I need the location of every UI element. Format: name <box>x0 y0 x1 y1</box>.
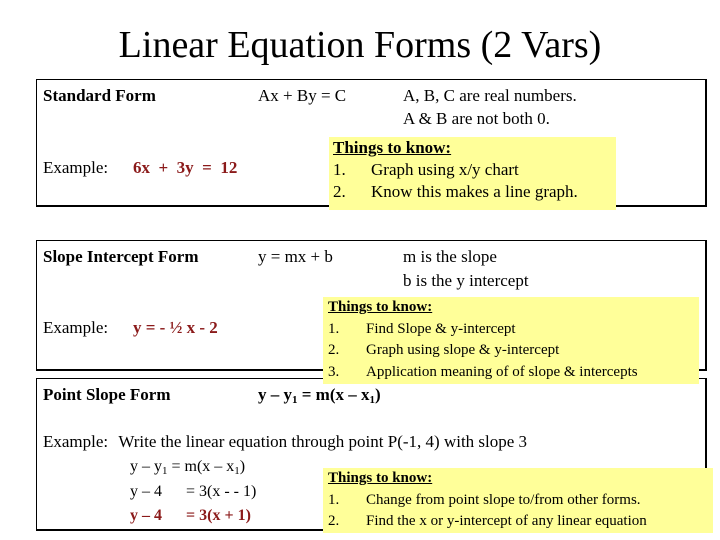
standard-form-equation: Ax + By = C <box>258 86 347 105</box>
slope-intercept-example-label: Example: <box>43 318 109 337</box>
point-slope-example-label: Example: <box>43 432 109 451</box>
list-item: 3. Application meaning of of slope & intercepts <box>328 363 638 380</box>
list-item: 2. Graph using slope & y-intercept <box>328 342 560 358</box>
standard-form-desc-1: A, B, C are real numbers. <box>403 86 577 105</box>
slope-intercept-notes-heading: Things to know: <box>328 299 433 315</box>
standard-form-desc-2: A & B are not both 0. <box>403 109 550 128</box>
point-slope-notes-heading: Things to know: <box>328 470 433 486</box>
point-slope-step-2: y – 4 = 3(x - - 1) <box>130 483 257 500</box>
slope-intercept-example-value: y = - ½ x - 2 <box>133 318 218 337</box>
slope-intercept-desc-1: m is the slope <box>403 247 497 266</box>
standard-form-notes <box>329 137 616 210</box>
list-item: 1. Find Slope & y-intercept <box>328 320 516 337</box>
point-slope-step-3: y – 4 = 3(x + 1) <box>130 507 251 524</box>
list-item: 2. Know this makes a line graph. <box>333 182 578 201</box>
point-slope-equation: $y - y_1 = m(x - x_1)$ <box>258 385 381 406</box>
page-title: Linear Equation Forms (2 Vars) <box>118 24 602 66</box>
standard-form-example-label: Example: <box>43 158 109 177</box>
list-item: 2. Find the x or y-intercept of any linear equation <box>328 513 647 529</box>
list-item: 1. Graph using x/y chart <box>333 160 519 179</box>
point-slope-notes <box>323 468 713 533</box>
standard-form-heading: Standard Form <box>43 86 156 105</box>
point-slope-step-1: $y - y_1 = m(x - x_1)$ <box>130 458 246 477</box>
slope-intercept-desc-2: b is the y intercept <box>403 271 529 290</box>
slope-intercept-heading: Slope Intercept Form <box>43 247 199 266</box>
slope-intercept-equation: y = mx + b <box>258 247 333 266</box>
point-slope-example <box>43 431 531 453</box>
list-item: 1. Change from point slope to/from other forms. <box>328 491 641 508</box>
point-slope-example-text: Write the linear equation through point P(-1, 4) with slope 3 <box>118 432 528 451</box>
standard-form-example-value: 6x + 3y = 12 <box>133 158 238 177</box>
point-slope-heading: Point Slope Form <box>43 385 171 404</box>
standard-form-notes-heading: Things to know: <box>333 138 452 157</box>
slope-intercept-notes <box>323 297 699 384</box>
